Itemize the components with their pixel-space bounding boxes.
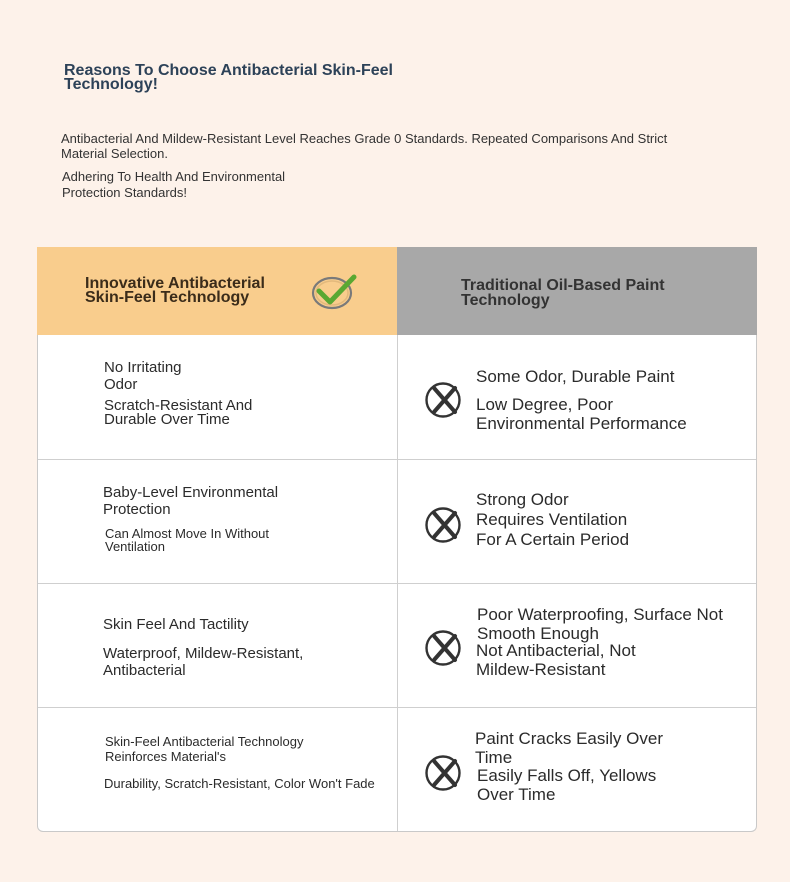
new-technology-header — [37, 247, 397, 335]
row-3-right-sub: Not Antibacterial, Not Mildew-Resistant — [476, 641, 636, 679]
intro-text: Antibacterial And Mildew-Resistant Level Reaches Grade 0 Standards. Repeated Comparisons And Strict Material Selection. — [61, 131, 668, 161]
row-2-right-sub: Requires Ventilation For A Certain Period — [476, 510, 630, 549]
cross-circle-icon — [424, 381, 462, 419]
row-1-left-main: No Irritating Odor — [104, 359, 182, 393]
cross-circle-icon — [424, 754, 462, 792]
row-4-right-sub: Easily Falls Off, Yellows Over Time — [477, 766, 657, 804]
new-technology-heading: Innovative Antibacterial Skin-Feel Technology — [85, 275, 265, 306]
row-4-right-main: Paint Cracks Easily Over Time — [475, 729, 663, 767]
traditional-technology-heading: Traditional Oil-Based Paint Technology — [461, 277, 665, 309]
row-4-left-main: Skin-Feel Antibacterial Technology Reinforces Material's — [105, 734, 304, 764]
row-divider — [38, 583, 756, 584]
row-2-left-main: Baby-Level Environmental Protection — [103, 484, 279, 518]
row-divider — [38, 707, 756, 708]
row-1-right-main: Some Odor, Durable Paint — [476, 367, 675, 386]
cross-circle-icon — [424, 629, 462, 667]
comparison-table — [37, 247, 757, 833]
row-1-right-sub: Low Degree, Poor Environmental Performance — [476, 395, 687, 433]
row-3-right-main: Poor Waterproofing, Surface Not Smooth Enough — [477, 605, 723, 643]
row-divider — [38, 459, 756, 460]
row-3-left-sub: Waterproof, Mildew-Resistant, Antibacterial — [103, 645, 304, 679]
cross-circle-icon — [424, 506, 462, 544]
page-title: Reasons To Choose Antibacterial Skin-Feel Technology! — [64, 62, 393, 93]
row-2-right-main: Strong Odor — [476, 490, 569, 509]
row-4-left-sub: Durability, Scratch-Resistant, Color Won't Fade — [104, 776, 375, 791]
row-2-left-sub: Can Almost Move In Without Ventilation — [105, 526, 270, 554]
comparison-body — [37, 335, 757, 832]
intro-subtext: Adhering To Health And Environmental Protection Standards! — [62, 169, 286, 200]
traditional-technology-header — [397, 247, 757, 335]
check-icon — [310, 271, 358, 311]
row-1-left-sub: Scratch-Resistant And Durable Over Time — [104, 397, 253, 428]
row-3-left-main: Skin Feel And Tactility — [103, 616, 249, 633]
